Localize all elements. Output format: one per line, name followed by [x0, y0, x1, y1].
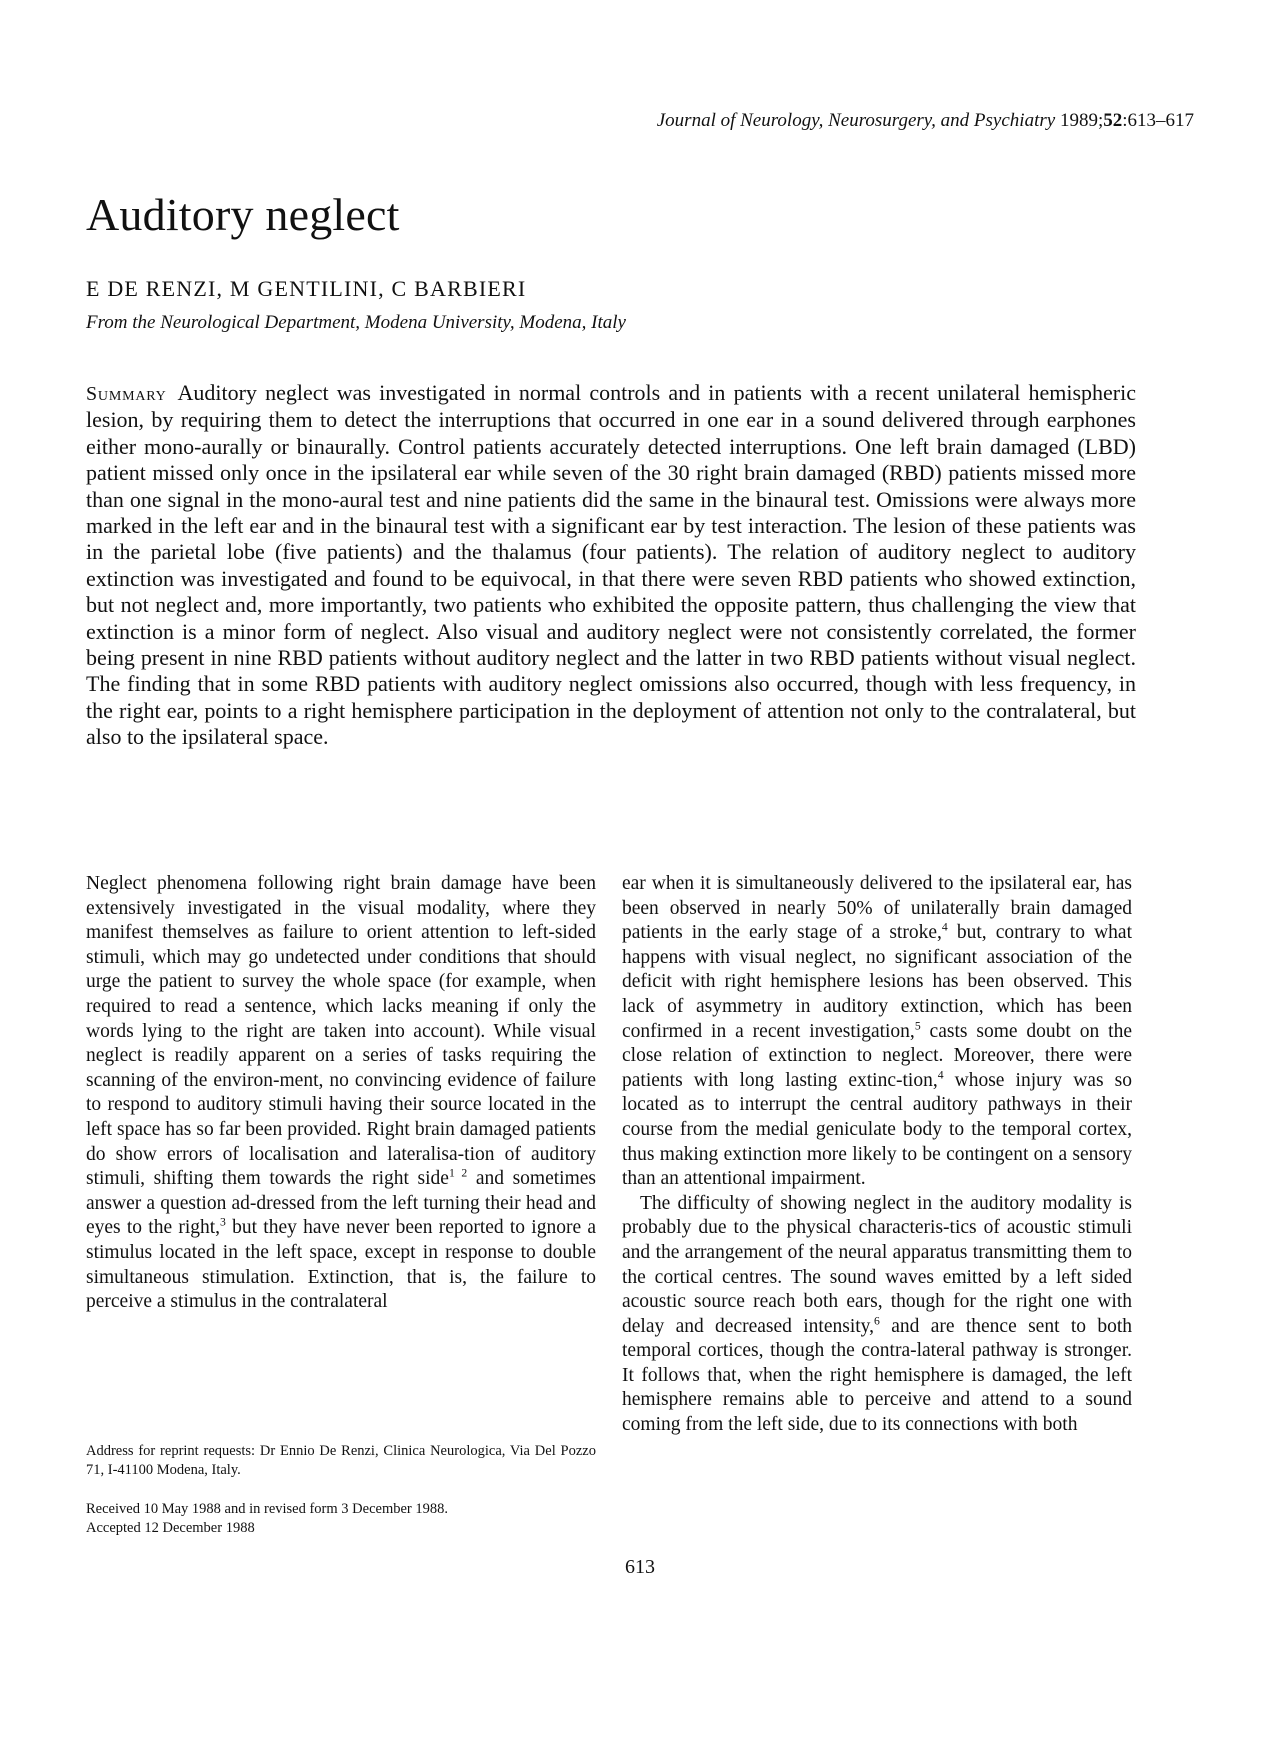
page-number: 613 — [625, 1556, 655, 1578]
text-run: casts some doubt on the close relation of extinction to neglect. Moreover, there were patients with long lasting extinc-tion, — [622, 1020, 1132, 1091]
abstract-label: Summary — [86, 383, 167, 405]
footnote-dates — [86, 1500, 596, 1538]
accepted-date: Accepted 12 December 1988 — [86, 1520, 255, 1536]
body-column-left — [86, 872, 596, 1315]
text-run: and sometimes answer a question ad-dressed from the left turning their head and eyes to the right, — [86, 1168, 596, 1239]
abstract-text: Auditory neglect was investigated in normal controls and in patients with a recent unilateral hemispheric lesion, by requiring them to detect the interruptions that occurred in one ear in a sound delivered through earphones either mono-aurally or binaurally. Control patients accurately detected interruptions. One left brain damaged (LBD) patient missed only once in the ipsilateral ear while seven of the 30 right brain damaged (RBD) patients missed more than one signal in the mono-aural test and nine patients did the same in the binaural test. Omissions were always more marked in the left ear and in the binaural test with a significant ear by test interaction. The lesion of these patients was in the parietal lobe (five patients) and the thalamus (four patients). The relation of auditory neglect to auditory extinction was investigated and found to be equivocal, in that there were seven RBD patients who showed extinction, but not neglect and, more importantly, two patients who exhibited the opposite pattern, thus challenging the view that extinction is a minor form of neglect. Also visual and auditory neglect were not consistently correlated, the former being present in nine RBD patients without auditory neglect and the latter in two RBD patients without visual neglect. The finding that in some RBD patients with auditory neglect omissions also occurred, though with less frequency, in the right ear, points to a right hemisphere participation in the deployment of attention not only to the contralateral, but also to the ipsilateral space. — [86, 380, 1136, 750]
body-column-right — [622, 872, 1132, 1438]
text-run: but, contrary to what happens with visual neglect, no significant association of the deficit with right hemisphere lesions has been observed. This lack of asymmetry in auditory extinction, which has been confirmed in a recent investigation, — [622, 922, 1132, 1042]
text-run: whose injury was so located as to interrupt the central auditory pathways in their course from the medial geniculate body to the temporal cortex, thus making extinction more likely to be contingent on a sensory than an attentional impairment. — [622, 1069, 1132, 1190]
footnote-address: Address for reprint requests: Dr Ennio De Renzi, Clinica Neurologica, Via Del Pozzo 71, I-41100 Modena, Italy. — [86, 1443, 596, 1478]
citation-ref: 4 — [937, 1068, 944, 1082]
text-run: and are thence sent to both temporal cortices, though the contra-lateral pathway is stronger. It follows that, when the right hemisphere is damaged, the left hemisphere remains able to perceive and attend to a sound coming from the left side, due to its connections with both — [622, 1315, 1132, 1436]
body-paragraph — [622, 1192, 1132, 1438]
body-paragraph — [86, 872, 596, 1315]
journal-citation — [657, 110, 1194, 132]
citation-ref: 3 — [220, 1215, 226, 1229]
journal-pages: :613–617 — [1122, 110, 1194, 131]
journal-year: 1989; — [1059, 110, 1104, 131]
journal-name: Journal of Neurology, Neurosurgery, and Psychiatry — [656, 110, 1056, 131]
text-run: ear when it is simultaneously delivered to the ipsilateral ear, has been observed in nearly 50% of unilaterally brain damaged patients in the early stage of a stroke, — [622, 873, 1132, 944]
text-run: The difficulty of showing neglect in the auditory modality is probably due to the physical characteris-tics of acoustic stimuli and the arrangement of the neural apparatus transmitting them to the cortical centres. The sound waves emitted by a left sided acoustic source reach both ears, though for the right one with delay and decreased intensity, — [622, 1192, 1132, 1337]
body-paragraph — [622, 872, 1132, 1192]
citation-ref: 1 2 — [448, 1166, 468, 1180]
citation-ref: 5 — [914, 1019, 921, 1033]
received-date: Received 10 May 1988 and in revised form 3 December 1988. — [86, 1501, 448, 1517]
abstract — [86, 380, 1136, 751]
text-run: but they have never been reported to ignore a stimulus located in the left space, except in response to double simultaneous stimulation. Extinction, that is, the failure to perceive a stimulus in the contralateral — [86, 1217, 596, 1313]
affiliation: From the Neurological Department, Modena University, Modena, Italy — [86, 312, 626, 333]
text-run: Neglect phenomena following right brain damage have been extensively investigated in the visual modality, where they manifest themselves as failure to orient attention to left-sided stimuli, which may go undetected under conditions that should urge the patient to survey the whole space (for example, when required to read a sentence, which lacks meaning if only the words lying to the right are taken into account). While visual neglect is readily apparent on a series of tasks requiring the scanning of the environ-ment, no convincing evidence of failure to respond to auditory stimuli having their source located in the left space has so far been provided. Right brain damaged patients do show errors of localisation and lateralisa-tion of auditory stimuli, shifting them towards the right side — [86, 873, 596, 1190]
journal-volume: 52 — [1103, 110, 1123, 131]
author-list: E DE RENZI, M GENTILINI, C BARBIERI — [86, 276, 527, 301]
citation-ref: 6 — [874, 1314, 880, 1328]
article-title: Auditory neglect — [86, 189, 400, 240]
citation-ref: 4 — [941, 920, 948, 934]
